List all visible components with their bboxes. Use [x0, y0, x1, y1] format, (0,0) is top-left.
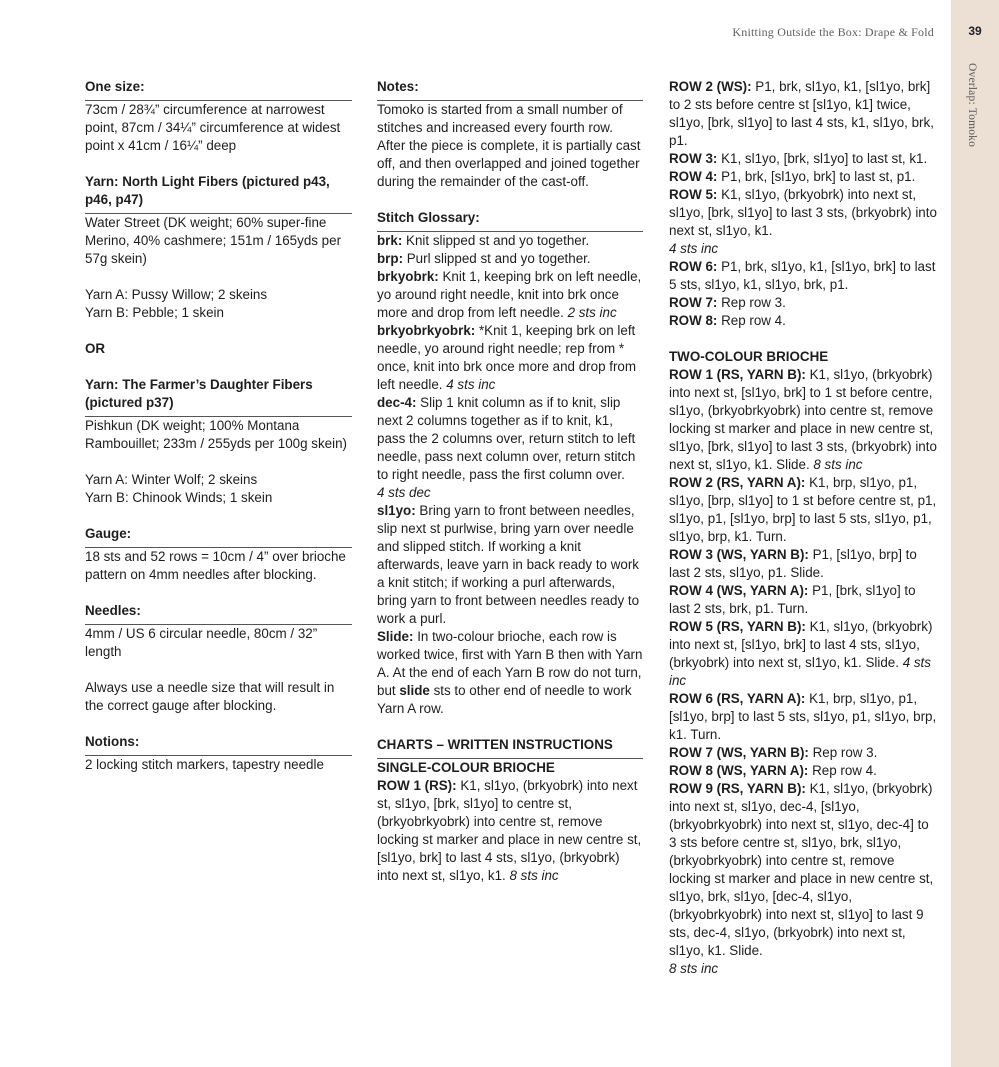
side-band — [951, 0, 999, 1067]
row-text: K1, sl1yo, (brkyobrk) into next st, sl1yo, [brk, sl1yo] to last 3 sts, (brkyobrk) into next st, sl1yo, k1. — [669, 187, 937, 238]
row-label: ROW 7 (WS, YARN B): — [669, 745, 809, 760]
term-label: dec-4: — [377, 395, 417, 410]
row-text: Rep row 3. — [808, 745, 878, 760]
term-definition: In two-colour brioche, each row is worked twice, first with Yarn B then with Yarn A. At the end of each Yarn B row do not turn, but — [377, 629, 643, 698]
row-label: ROW 2 (RS, YARN A): — [669, 475, 806, 490]
row-text: P1, [sl1yo, brp] to last 2 sts, sl1yo, p1. Slide. — [669, 547, 917, 580]
row-text: K1, sl1yo, (brkyobrk) into next st, [sl1yo, brk] to 1 st before centre, sl1yo, (brkyobrkyobrk) into centre st, remove locking st marker and place in new centre st, sl1yo, [brk, sl1yo] to last 3 sts, (brkyobrk) into next st, sl1yo, k1. Slide. — [669, 367, 937, 472]
row-label: ROW 3 (WS, YARN B): — [669, 547, 809, 562]
book-title: Knitting Outside the Box: Drape & Fold — [732, 25, 934, 39]
row-text: K1, sl1yo, (brkyobrk) into next st, sl1yo, [brk, sl1yo] to centre st, (brkyobrkyobrk) into centre st, remove locking st marker and place in new centre st, [sl1yo, brk] to last 4 sts, sl1yo, (brkyobrk) into next st, sl1yo, k1. — [377, 778, 642, 883]
row-text: Rep row 4. — [717, 313, 786, 328]
row-text: P1, brk, sl1yo, k1, [sl1yo, brk] to last 5 sts, sl1yo, k1, sl1yo, brk, p1. — [669, 259, 936, 292]
row-text: P1, [brk, sl1yo] to last 2 sts, brk, p1. Turn. — [669, 583, 916, 616]
row-text: Rep row 4. — [808, 763, 877, 778]
yarn2-heading: Yarn: The Farmer’s Daughter Fibers (pictured p37) — [85, 376, 352, 417]
two-row-9 — [669, 780, 937, 960]
row-label: ROW 4: — [669, 169, 718, 184]
term-definition: sts to other end of needle to work Yarn A row. — [377, 683, 632, 716]
middle-column — [377, 78, 643, 885]
term-label: Slide: — [377, 629, 414, 644]
glossary-heading: Stitch Glossary: — [377, 209, 643, 232]
glossary-brk — [377, 232, 643, 250]
needles-note: Always use a needle size that will result in the correct gauge after blocking. — [85, 680, 335, 713]
yarn1-b: Yarn B: Pebble; 1 skein — [85, 305, 224, 320]
yarn2-b: Yarn B: Chinook Winds; 1 skein — [85, 490, 273, 505]
row-label: ROW 8: — [669, 313, 718, 328]
single-row-5 — [669, 186, 937, 240]
term-label: sl1yo: — [377, 503, 416, 518]
single-row-4 — [669, 168, 937, 186]
two-row-5 — [669, 618, 937, 690]
yarn1-heading: Yarn: North Light Fibers (pictured p43, p46, p47) — [85, 173, 352, 214]
notes-text: Tomoko is started from a small number of stitches and increased every fourth row. After the piece is complete, it is partially cast off, and then overlapped and joined together during the remainder of the cast-off. — [377, 102, 641, 189]
two-row-7 — [669, 744, 937, 762]
gauge-heading: Gauge: — [85, 525, 352, 548]
row-label: ROW 1 (RS): — [377, 778, 457, 793]
term-emphasis: slide — [399, 683, 430, 698]
stitch-count: 8 sts inc — [509, 868, 559, 883]
yarn1-text: Water Street (DK weight; 60% super-fine Merino, 40% cashmere; 151m / 165yds per 57g skein) — [85, 215, 342, 266]
single-row-7 — [669, 294, 937, 312]
row-text: K1, sl1yo, [brk, sl1yo] to last st, k1. — [717, 151, 928, 166]
glossary-dec4 — [377, 394, 643, 484]
row-label: ROW 2 (WS): — [669, 79, 752, 94]
row-label: ROW 1 (RS, YARN B): — [669, 367, 806, 382]
single-row-8 — [669, 312, 937, 330]
term-definition: Purl slipped st and yo together. — [403, 251, 591, 266]
stitch-count: 2 sts inc — [567, 305, 617, 320]
single-row-2 — [669, 78, 937, 150]
term-label: brk: — [377, 233, 403, 248]
notions-text: 2 locking stitch markers, tapestry needle — [85, 757, 324, 772]
two-row-3 — [669, 546, 937, 582]
two-colour-heading: TWO-COLOUR BRIOCHE — [669, 349, 829, 364]
glossary-brkyobrk — [377, 268, 643, 322]
glossary-slide — [377, 628, 643, 718]
single-colour-heading: SINGLE-COLOUR BRIOCHE — [377, 760, 555, 775]
two-row-2 — [669, 474, 937, 546]
row-text: Rep row 3. — [717, 295, 786, 310]
row-label: ROW 7: — [669, 295, 718, 310]
term-definition: Bring yarn to front between needles, slip next st purlwise, bring yarn over needle and slipped stitch. If working a knit afterwards, leave yarn in back ready to work a knit stitch; if working a purl afterwards, bring yarn to front between needles ready to work a purl. — [377, 503, 640, 626]
term-label: brp: — [377, 251, 404, 266]
two-row-4 — [669, 582, 937, 618]
yarn2-text: Pishkun (DK weight; 100% Montana Rambouillet; 233m / 255yds per 100g skein) — [85, 418, 348, 451]
row-label: ROW 4 (WS, YARN A): — [669, 583, 809, 598]
yarn2-a: Yarn A: Winter Wolf; 2 skeins — [85, 472, 258, 487]
left-column — [85, 78, 352, 774]
term-definition: *Knit 1, keeping brk on left needle, yo around right needle; rep from * once, knit into brk once more and drop from left needle. — [377, 323, 637, 392]
page-number: 39 — [968, 24, 982, 38]
right-column — [669, 78, 937, 978]
row-text: K1, brp, sl1yo, p1, sl1yo, [brp, sl1yo] to 1 st before centre st, p1, sl1yo, p1, [sl1yo, brp] to last 5 sts, sl1yo, p1, sl1yo, brp, k1. Turn. — [669, 475, 937, 544]
two-row-6 — [669, 690, 937, 744]
row-label: ROW 6: — [669, 259, 718, 274]
term-definition: Slip 1 knit column as if to knit, slip next 2 columns together as if to knit, k1, pass the 2 columns over, return stitch to left needle, pass next column over, return stitch to right needle, pass the first column over. — [377, 395, 636, 482]
row-text: K1, sl1yo, (brkyobrk) into next st, [sl1yo, brk] to last 4 sts, sl1yo, (brkyobrk) into next st, sl1yo, k1. Slide. — [669, 619, 933, 670]
row-label: ROW 8 (WS, YARN A): — [669, 763, 809, 778]
single-row-6 — [669, 258, 937, 294]
glossary-sl1yo — [377, 502, 643, 628]
glossary-brp — [377, 250, 643, 268]
stitch-count: 8 sts inc — [669, 961, 719, 976]
row-text: K1, sl1yo, (brkyobrk) into next st, sl1yo, dec-4, [sl1yo, (brkyobrkyobrk) into next st, sl1yo, dec-4] to 3 sts before centre st, sl1yo, brk, sl1yo, (brkyobrkyobrk) into centre st, remove locking st marker and place in new centre st, sl1yo, brk, sl1yo, [dec-4, sl1yo, (brkyobrkyobrk) into next st, sl1yo] to last 9 sts, dec-4, sl1yo, (brkyobrk) into next st, sl1yo, k1. Slide. — [669, 781, 934, 958]
glossary-brkyobrkyobrk — [377, 322, 643, 394]
stitch-count: 4 sts dec — [377, 485, 431, 500]
needles-heading: Needles: — [85, 602, 352, 625]
notions-heading: Notions: — [85, 733, 352, 756]
gauge-text: 18 sts and 52 rows = 10cm / 4” over brioche pattern on 4mm needles after blocking. — [85, 549, 346, 582]
term-definition: Knit 1, keeping brk on left needle, yo around right needle, knit into brk once more and drop from left needle. — [377, 269, 642, 320]
charts-heading: CHARTS – WRITTEN INSTRUCTIONS — [377, 736, 643, 759]
yarn1-a: Yarn A: Pussy Willow; 2 skeins — [85, 287, 268, 302]
or-label: OR — [85, 341, 106, 356]
stitch-count: 4 sts inc — [669, 655, 931, 688]
stitch-count: 4 sts inc — [446, 377, 496, 392]
row-label: ROW 9 (RS, YARN B): — [669, 781, 806, 796]
row-text: K1, brp, sl1yo, p1, [sl1yo, brp] to last 5 sts, sl1yo, p1, sl1yo, brp, k1. Turn. — [669, 691, 937, 742]
two-row-1 — [669, 366, 937, 474]
row-text: P1, brk, [sl1yo, brk] to last st, p1. — [717, 169, 916, 184]
size-text: 73cm / 28¾” circumference at narrowest point, 87cm / 34¼” circumference at widest point x 41cm / 16¼” deep — [85, 102, 341, 153]
row-label: ROW 5: — [669, 187, 718, 202]
single-row-3 — [669, 150, 937, 168]
needles-text: 4mm / US 6 circular needle, 80cm / 32” length — [85, 626, 318, 659]
row-label: ROW 5 (RS, YARN B): — [669, 619, 806, 634]
side-chapter-title: Overlap: Tomoko — [966, 63, 978, 148]
term-label: brkyobrkyobrk: — [377, 323, 476, 338]
stitch-count: 8 sts inc — [813, 457, 863, 472]
term-label: brkyobrk: — [377, 269, 439, 284]
stitch-count: 4 sts inc — [669, 241, 719, 256]
row-label: ROW 6 (RS, YARN A): — [669, 691, 806, 706]
term-definition: Knit slipped st and yo together. — [402, 233, 590, 248]
single-row-1 — [377, 777, 643, 885]
row-text: P1, brk, sl1yo, k1, [sl1yo, brk] to 2 sts before centre st [sl1yo, k1] twice, sl1yo, [brk, sl1yo] to last 4 sts, k1, sl1yo, brk, p1. — [669, 79, 934, 148]
size-heading: One size: — [85, 78, 352, 101]
notes-heading: Notes: — [377, 78, 643, 101]
row-label: ROW 3: — [669, 151, 718, 166]
two-row-8 — [669, 762, 937, 780]
